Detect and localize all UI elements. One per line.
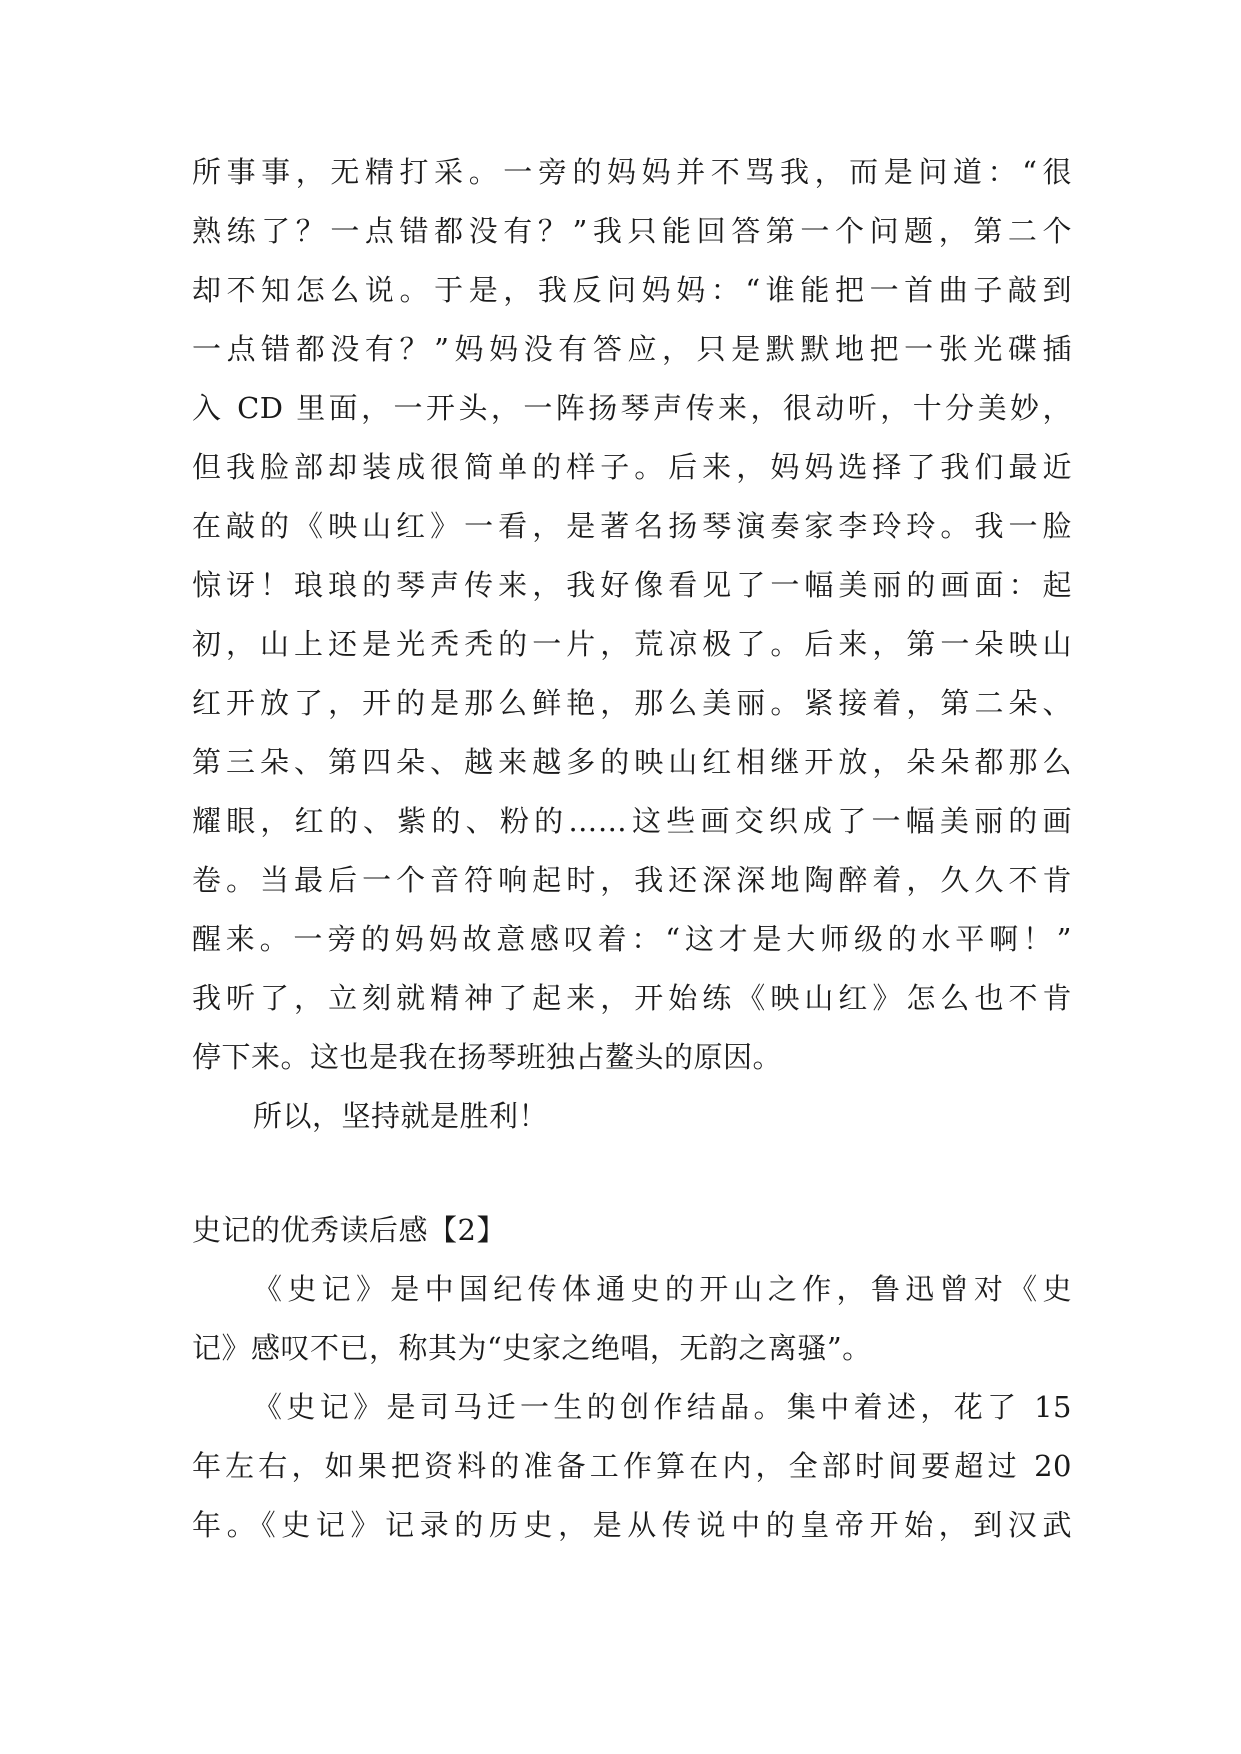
body-line: 一点错都没有？”妈妈没有答应，只是默默地把一张光碟插 bbox=[192, 332, 1072, 366]
body-line: 记》感叹不已，称其为“史家之绝唱，无韵之离骚”。 bbox=[192, 1331, 872, 1365]
body-line: 停下来。这也是我在扬琴班独占鳌头的原因。 bbox=[192, 1040, 783, 1074]
body-line: 《史记》是司马迁一生的创作结晶。集中着述，花了 15 bbox=[253, 1390, 1072, 1424]
body-line: 在敲的《映山红》一看，是著名扬琴演奏家李玲玲。我一脸 bbox=[192, 509, 1072, 543]
conclusion-line: 所以，坚持就是胜利！ bbox=[253, 1099, 549, 1133]
body-line: 耀眼，红的、紫的、粉的……这些画交织成了一幅美丽的画 bbox=[192, 804, 1072, 838]
body-line: 醒来。一旁的妈妈故意感叹着：“这才是大师级的水平啊！” bbox=[192, 922, 1072, 956]
body-line: 所事事，无精打采。一旁的妈妈并不骂我，而是问道：“很 bbox=[192, 155, 1072, 189]
body-line: 第三朵、第四朵、越来越多的映山红相继开放，朵朵都那么 bbox=[192, 745, 1072, 779]
body-line: 年。《史记》记录的历史，是从传说中的皇帝开始，到汉武 bbox=[192, 1508, 1072, 1542]
body-line: 但我脸部却装成很简单的样子。后来，妈妈选择了我们最近 bbox=[192, 450, 1072, 484]
body-line: 红开放了，开的是那么鲜艳，那么美丽。紧接着，第二朵、 bbox=[192, 686, 1072, 720]
body-line: 我听了，立刻就精神了起来，开始练《映山红》怎么也不肯 bbox=[192, 981, 1072, 1015]
body-line: 入 CD 里面，一开头，一阵扬琴声传来，很动听，十分美妙， bbox=[192, 391, 1072, 425]
body-line: 熟练了？一点错都没有？”我只能回答第一个问题，第二个 bbox=[192, 214, 1072, 248]
body-line: 初，山上还是光秃秃的一片，荒凉极了。后来，第一朵映山 bbox=[192, 627, 1072, 661]
body-line: 年左右，如果把资料的准备工作算在内，全部时间要超过 20 bbox=[192, 1449, 1072, 1483]
section-title: 史记的优秀读后感【2】 bbox=[192, 1213, 506, 1247]
body-line: 卷。当最后一个音符响起时，我还深深地陶醉着，久久不肯 bbox=[192, 863, 1072, 897]
body-line: 惊讶！琅琅的琴声传来，我好像看见了一幅美丽的画面：起 bbox=[192, 568, 1072, 602]
body-line: 《史记》是中国纪传体通史的开山之作，鲁迅曾对《史 bbox=[253, 1272, 1072, 1306]
body-line: 却不知怎么说。于是，我反问妈妈：“谁能把一首曲子敲到 bbox=[192, 273, 1072, 307]
